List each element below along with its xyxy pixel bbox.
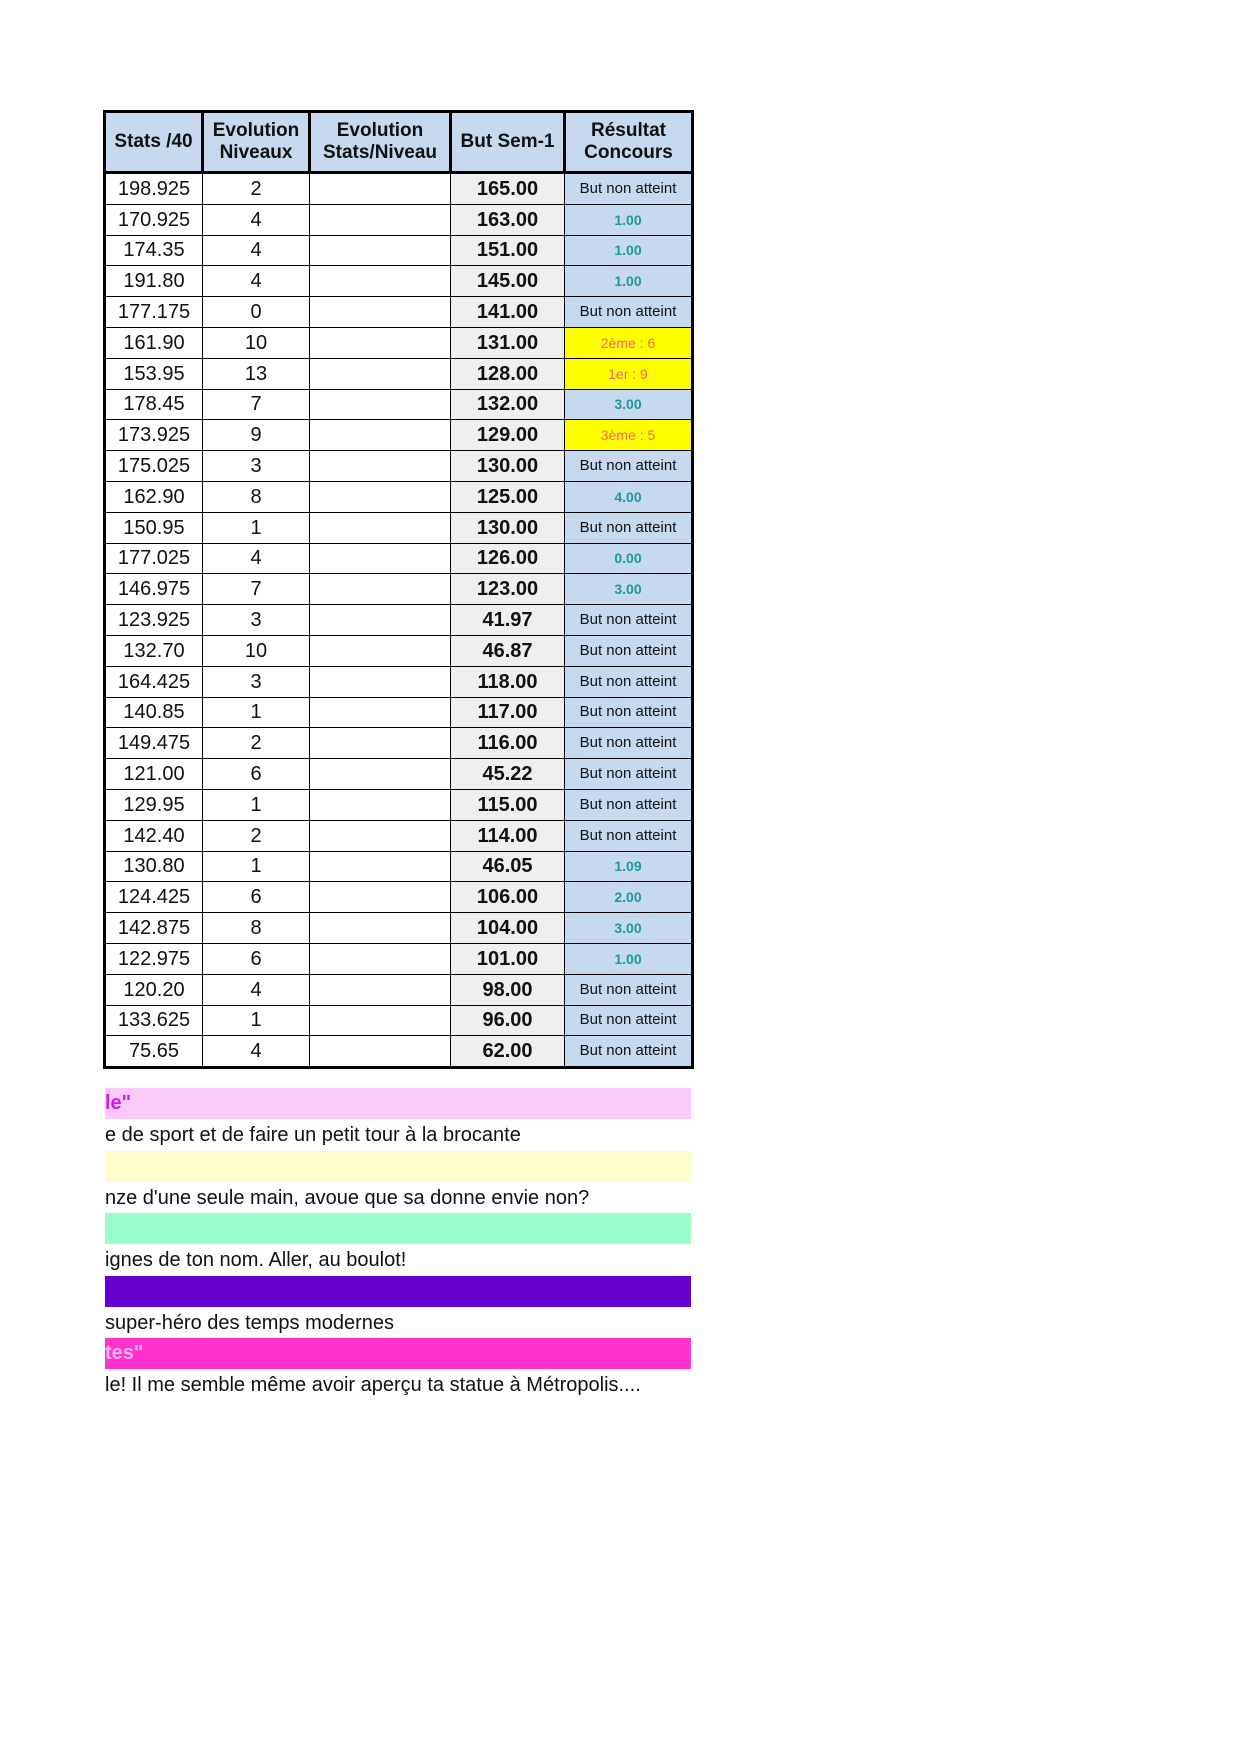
table-row <box>105 820 693 851</box>
cell-resultat-concours[interactable]: 3ème : 5 <box>565 420 693 451</box>
table-row <box>105 451 693 482</box>
cell-evolution-niveaux[interactable]: 4 <box>203 543 310 574</box>
cell-stats[interactable]: 133.625 <box>105 1005 203 1036</box>
cell-evolution-stats-niveau[interactable] <box>310 297 451 328</box>
table-row <box>105 574 693 605</box>
cell-evolution-niveaux[interactable]: 1 <box>203 851 310 882</box>
table-row <box>105 297 693 328</box>
table-row <box>105 481 693 512</box>
cell-but-sem[interactable]: 165.00 <box>451 173 565 205</box>
cell-stats[interactable]: 170.925 <box>105 204 203 235</box>
cell-evolution-niveaux[interactable]: 3 <box>203 451 310 482</box>
cell-but-sem[interactable]: 141.00 <box>451 297 565 328</box>
header-stats[interactable]: Stats /40 <box>105 112 203 173</box>
cell-but-sem[interactable]: 131.00 <box>451 327 565 358</box>
cell-evolution-niveaux[interactable]: 4 <box>203 235 310 266</box>
cell-stats[interactable]: 162.90 <box>105 481 203 512</box>
cell-evolution-stats-niveau[interactable] <box>310 512 451 543</box>
table-row <box>105 327 693 358</box>
cell-stats[interactable]: 120.20 <box>105 974 203 1005</box>
legend-band-label: tes" <box>105 1342 144 1364</box>
cell-stats[interactable]: 140.85 <box>105 697 203 728</box>
cell-but-sem[interactable]: 129.00 <box>451 420 565 451</box>
legend-area <box>105 1088 691 1401</box>
cell-evolution-stats-niveau[interactable] <box>310 759 451 790</box>
table-row <box>105 204 693 235</box>
cell-but-sem[interactable]: 128.00 <box>451 358 565 389</box>
cell-stats[interactable]: 161.90 <box>105 327 203 358</box>
cell-evolution-niveaux[interactable]: 2 <box>203 173 310 205</box>
cell-evolution-stats-niveau[interactable] <box>310 882 451 913</box>
results-table <box>103 110 694 1069</box>
cell-resultat-concours[interactable]: 0.00 <box>565 543 693 574</box>
cell-resultat-concours[interactable]: But non atteint <box>565 789 693 820</box>
cell-evolution-niveaux[interactable]: 9 <box>203 420 310 451</box>
cell-stats[interactable]: 177.025 <box>105 543 203 574</box>
cell-resultat-concours[interactable]: 2.00 <box>565 882 693 913</box>
cell-evolution-stats-niveau[interactable] <box>310 789 451 820</box>
cell-but-sem[interactable]: 116.00 <box>451 728 565 759</box>
cell-stats[interactable]: 123.925 <box>105 605 203 636</box>
table-row <box>105 789 693 820</box>
cell-evolution-stats-niveau[interactable] <box>310 266 451 297</box>
table-row <box>105 974 693 1005</box>
results-sheet <box>103 110 691 1069</box>
cell-evolution-stats-niveau[interactable] <box>310 697 451 728</box>
cell-stats[interactable]: 121.00 <box>105 759 203 790</box>
cell-stats[interactable]: 150.95 <box>105 512 203 543</box>
legend-color-band <box>105 1088 691 1119</box>
cell-but-sem[interactable]: 130.00 <box>451 451 565 482</box>
table-row <box>105 1036 693 1068</box>
cell-evolution-stats-niveau[interactable] <box>310 451 451 482</box>
cell-stats[interactable]: 198.925 <box>105 173 203 205</box>
cell-stats[interactable]: 177.175 <box>105 297 203 328</box>
cell-stats[interactable]: 142.40 <box>105 820 203 851</box>
table-row <box>105 943 693 974</box>
cell-stats[interactable]: 153.95 <box>105 358 203 389</box>
cell-evolution-niveaux[interactable]: 10 <box>203 327 310 358</box>
cell-resultat-concours[interactable]: 1.00 <box>565 204 693 235</box>
cell-resultat-concours[interactable]: 1.00 <box>565 266 693 297</box>
cell-evolution-niveaux[interactable]: 2 <box>203 728 310 759</box>
cell-evolution-niveaux[interactable]: 6 <box>203 943 310 974</box>
legend-text-row <box>105 1307 691 1339</box>
cell-stats[interactable]: 130.80 <box>105 851 203 882</box>
cell-but-sem[interactable]: 126.00 <box>451 543 565 574</box>
cell-evolution-stats-niveau[interactable] <box>310 666 451 697</box>
legend-color-band <box>105 1151 691 1182</box>
cell-resultat-concours[interactable]: But non atteint <box>565 697 693 728</box>
cell-evolution-stats-niveau[interactable] <box>310 481 451 512</box>
cell-but-sem[interactable]: 41.97 <box>451 605 565 636</box>
cell-stats[interactable]: 174.35 <box>105 235 203 266</box>
cell-evolution-niveaux[interactable]: 4 <box>203 204 310 235</box>
cell-evolution-niveaux[interactable]: 6 <box>203 759 310 790</box>
cell-evolution-stats-niveau[interactable] <box>310 173 451 205</box>
cell-evolution-stats-niveau[interactable] <box>310 605 451 636</box>
cell-evolution-stats-niveau[interactable] <box>310 1036 451 1068</box>
cell-but-sem[interactable]: 96.00 <box>451 1005 565 1036</box>
legend-description: ignes de ton nom. Aller, au boulot! <box>105 1249 407 1271</box>
cell-but-sem[interactable]: 132.00 <box>451 389 565 420</box>
cell-evolution-stats-niveau[interactable] <box>310 327 451 358</box>
table-row <box>105 728 693 759</box>
cell-evolution-niveaux[interactable]: 0 <box>203 297 310 328</box>
cell-resultat-concours[interactable]: But non atteint <box>565 1005 693 1036</box>
cell-evolution-stats-niveau[interactable] <box>310 851 451 882</box>
cell-stats[interactable]: 129.95 <box>105 789 203 820</box>
table-row <box>105 235 693 266</box>
cell-but-sem[interactable]: 117.00 <box>451 697 565 728</box>
cell-but-sem[interactable]: 125.00 <box>451 481 565 512</box>
cell-stats[interactable]: 122.975 <box>105 943 203 974</box>
cell-evolution-niveaux[interactable]: 8 <box>203 481 310 512</box>
cell-stats[interactable]: 191.80 <box>105 266 203 297</box>
legend-band-label: le" <box>105 1092 132 1114</box>
cell-evolution-niveaux[interactable]: 2 <box>203 820 310 851</box>
cell-evolution-stats-niveau[interactable] <box>310 574 451 605</box>
legend-description: nze d'une seule main, avoue que sa donne envie non? <box>105 1186 590 1209</box>
header-evolution-niveaux[interactable]: Evolution Niveaux <box>203 112 310 173</box>
table-row <box>105 512 693 543</box>
table-row <box>105 666 693 697</box>
legend-text-row <box>105 1182 691 1214</box>
table-row <box>105 1005 693 1036</box>
cell-resultat-concours[interactable]: 4.00 <box>565 481 693 512</box>
table-row <box>105 358 693 389</box>
legend-color-band <box>105 1338 691 1369</box>
table-row <box>105 173 693 205</box>
cell-resultat-concours[interactable]: But non atteint <box>565 451 693 482</box>
cell-evolution-niveaux[interactable]: 4 <box>203 1036 310 1068</box>
cell-resultat-concours[interactable]: But non atteint <box>565 297 693 328</box>
cell-resultat-concours[interactable]: 1.09 <box>565 851 693 882</box>
legend-text-row <box>105 1244 691 1276</box>
cell-but-sem[interactable]: 123.00 <box>451 574 565 605</box>
cell-but-sem[interactable]: 46.87 <box>451 635 565 666</box>
cell-evolution-niveaux[interactable]: 10 <box>203 635 310 666</box>
cell-resultat-concours[interactable]: But non atteint <box>565 759 693 790</box>
legend-description: super-héro des temps modernes <box>105 1311 395 1334</box>
cell-evolution-niveaux[interactable]: 3 <box>203 605 310 636</box>
cell-stats[interactable]: 164.425 <box>105 666 203 697</box>
cell-evolution-stats-niveau[interactable] <box>310 543 451 574</box>
table-row <box>105 605 693 636</box>
cell-but-sem[interactable]: 151.00 <box>451 235 565 266</box>
cell-resultat-concours[interactable]: But non atteint <box>565 1036 693 1068</box>
cell-stats[interactable]: 132.70 <box>105 635 203 666</box>
cell-evolution-niveaux[interactable]: 13 <box>203 358 310 389</box>
cell-resultat-concours[interactable]: 2ème : 6 <box>565 327 693 358</box>
cell-evolution-niveaux[interactable]: 1 <box>203 789 310 820</box>
cell-but-sem[interactable]: 98.00 <box>451 974 565 1005</box>
cell-resultat-concours[interactable]: 1.00 <box>565 235 693 266</box>
cell-but-sem[interactable]: 163.00 <box>451 204 565 235</box>
legend-description: le! Il me semble même avoir aperçu ta statue à Métropolis.... <box>105 1374 641 1396</box>
cell-resultat-concours[interactable]: 3.00 <box>565 913 693 944</box>
cell-stats[interactable]: 75.65 <box>105 1036 203 1068</box>
cell-evolution-stats-niveau[interactable] <box>310 420 451 451</box>
legend-color-band <box>105 1276 691 1307</box>
cell-resultat-concours[interactable]: But non atteint <box>565 635 693 666</box>
cell-but-sem[interactable]: 145.00 <box>451 266 565 297</box>
legend-description: e de sport et de faire un petit tour à la brocante <box>105 1124 521 1146</box>
table-row <box>105 266 693 297</box>
header-row <box>105 112 693 173</box>
cell-stats[interactable]: 175.025 <box>105 451 203 482</box>
table-body <box>105 173 693 1068</box>
cell-evolution-stats-niveau[interactable] <box>310 1005 451 1036</box>
table-row <box>105 759 693 790</box>
cell-resultat-concours[interactable]: But non atteint <box>565 512 693 543</box>
cell-resultat-concours[interactable]: But non atteint <box>565 728 693 759</box>
cell-but-sem[interactable]: 115.00 <box>451 789 565 820</box>
table-row <box>105 635 693 666</box>
cell-evolution-stats-niveau[interactable] <box>310 389 451 420</box>
cell-resultat-concours[interactable]: But non atteint <box>565 820 693 851</box>
cell-resultat-concours[interactable]: 1er : 9 <box>565 358 693 389</box>
legend-text-row <box>105 1119 691 1151</box>
cell-evolution-niveaux[interactable]: 4 <box>203 266 310 297</box>
cell-stats[interactable]: 142.875 <box>105 913 203 944</box>
header-but-sem[interactable]: But Sem-1 <box>451 112 565 173</box>
cell-resultat-concours[interactable]: But non atteint <box>565 974 693 1005</box>
cell-stats[interactable]: 124.425 <box>105 882 203 913</box>
cell-stats[interactable]: 178.45 <box>105 389 203 420</box>
cell-but-sem[interactable]: 62.00 <box>451 1036 565 1068</box>
cell-but-sem[interactable]: 101.00 <box>451 943 565 974</box>
cell-evolution-niveaux[interactable]: 4 <box>203 974 310 1005</box>
cell-evolution-stats-niveau[interactable] <box>310 204 451 235</box>
cell-evolution-stats-niveau[interactable] <box>310 913 451 944</box>
cell-evolution-stats-niveau[interactable] <box>310 635 451 666</box>
table-row <box>105 543 693 574</box>
cell-evolution-stats-niveau[interactable] <box>310 728 451 759</box>
cell-but-sem[interactable]: 46.05 <box>451 851 565 882</box>
cell-evolution-niveaux[interactable]: 3 <box>203 666 310 697</box>
cell-evolution-stats-niveau[interactable] <box>310 974 451 1005</box>
cell-resultat-concours[interactable]: 1.00 <box>565 943 693 974</box>
cell-evolution-niveaux[interactable]: 1 <box>203 697 310 728</box>
cell-resultat-concours[interactable]: 3.00 <box>565 574 693 605</box>
cell-evolution-stats-niveau[interactable] <box>310 358 451 389</box>
legend-color-band <box>105 1213 691 1244</box>
header-evolution-stats-niveau[interactable]: Evolution Stats/Niveau <box>310 112 451 173</box>
cell-resultat-concours[interactable]: But non atteint <box>565 666 693 697</box>
cell-evolution-niveaux[interactable]: 1 <box>203 512 310 543</box>
header-resultat-concours[interactable]: Résultat Concours <box>565 112 693 173</box>
cell-resultat-concours[interactable]: But non atteint <box>565 173 693 205</box>
cell-evolution-niveaux[interactable]: 8 <box>203 913 310 944</box>
cell-evolution-niveaux[interactable]: 1 <box>203 1005 310 1036</box>
cell-stats[interactable]: 149.475 <box>105 728 203 759</box>
table-row <box>105 697 693 728</box>
cell-resultat-concours[interactable]: 3.00 <box>565 389 693 420</box>
cell-but-sem[interactable]: 130.00 <box>451 512 565 543</box>
legend-text-row <box>105 1369 691 1401</box>
cell-stats[interactable]: 173.925 <box>105 420 203 451</box>
cell-but-sem[interactable]: 114.00 <box>451 820 565 851</box>
cell-evolution-stats-niveau[interactable] <box>310 943 451 974</box>
cell-evolution-niveaux[interactable]: 7 <box>203 574 310 605</box>
table-row <box>105 851 693 882</box>
cell-but-sem[interactable]: 104.00 <box>451 913 565 944</box>
table-row <box>105 882 693 913</box>
cell-evolution-niveaux[interactable]: 7 <box>203 389 310 420</box>
table-row <box>105 389 693 420</box>
cell-evolution-niveaux[interactable]: 6 <box>203 882 310 913</box>
cell-but-sem[interactable]: 106.00 <box>451 882 565 913</box>
cell-stats[interactable]: 146.975 <box>105 574 203 605</box>
cell-evolution-stats-niveau[interactable] <box>310 235 451 266</box>
cell-but-sem[interactable]: 118.00 <box>451 666 565 697</box>
cell-resultat-concours[interactable]: But non atteint <box>565 605 693 636</box>
cell-evolution-stats-niveau[interactable] <box>310 820 451 851</box>
table-row <box>105 913 693 944</box>
cell-but-sem[interactable]: 45.22 <box>451 759 565 790</box>
table-row <box>105 420 693 451</box>
